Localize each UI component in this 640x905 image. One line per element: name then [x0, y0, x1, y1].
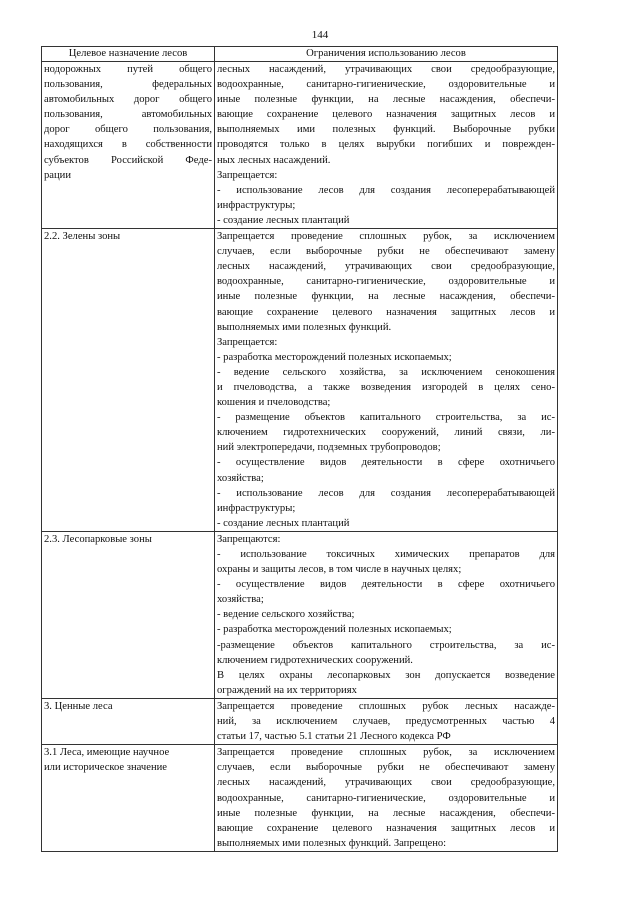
text-line: Запрещается: [217, 336, 278, 348]
text-line: водоохранные, санитарно-гигиенические, оздоровительные и [217, 79, 555, 91]
text-line: - использование лесов для создания лесоперерабатывающей [217, 184, 555, 196]
text-line: 3.1 Леса, имеющие научное [44, 747, 170, 759]
purpose-cell [42, 745, 215, 852]
text-line: выполняемых ими полезных функций. Запрещено: [217, 837, 447, 849]
text-line: находящихся в собственности [44, 139, 212, 151]
text-line: иные полезные функции, на лесные насаждения, обеспечи- [217, 807, 555, 819]
forest-restrictions-table [41, 46, 558, 852]
restrictions-cell [215, 531, 558, 698]
text-line: вающие сохранение целевого назначения защитных лесов и [217, 109, 555, 121]
text-line: ключением гидротехнических сооружений. [217, 654, 413, 666]
text-line: пользования, федеральных [44, 79, 212, 91]
text-line: ограждений на их территориях [217, 684, 357, 696]
text-line: ний, за исключением случаев, предусмотренных частью 4 [217, 716, 555, 728]
table-row [42, 229, 558, 532]
header-purpose: Целевое назначение лесов [42, 47, 215, 62]
text-line: иные полезные функции, на лесные насаждения, обеспечи- [217, 291, 555, 303]
text-line: - разработка месторождений полезных ископаемых; [217, 624, 452, 636]
text-line: - использование лесов для создания лесоперерабатывающей [217, 487, 555, 499]
text-line: лесных насаждений, утрачивающих свои средообразующие, [217, 261, 555, 273]
text-line: - ведение сельского хозяйства, за исключением сенокошения [217, 366, 555, 378]
text-line: 2.3. Лесопарковые зоны [44, 533, 152, 545]
text-line: лесных насаждений, утрачивающих свои средообразующие, [217, 64, 555, 75]
header-restrictions: Ограничения использованию лесов [215, 47, 558, 62]
table-header-row [42, 47, 558, 62]
restrictions-cell [215, 745, 558, 852]
text-line: случаев, если выборочные рубки не обеспечивают замену [217, 246, 555, 258]
table-body [42, 62, 558, 852]
text-line: вающие сохранение целевого назначения защитных лесов и [217, 306, 555, 318]
text-line: - разработка месторождений полезных ископаемых; [217, 351, 452, 363]
table-row [42, 698, 558, 744]
text-line: иные полезные функции, на лесные насаждения, обеспечи- [217, 94, 555, 106]
text-line: субъектов Российской Феде- [44, 154, 212, 166]
table-row [42, 531, 558, 698]
table-row [42, 745, 558, 852]
text-line: вающие сохранение целевого назначения защитных лесов и [217, 822, 555, 834]
text-line: проводятся только в целях вырубки погибших и поврежден- [217, 139, 555, 151]
text-line: инфраструктуры; [217, 199, 296, 211]
text-line: хозяйства; [217, 472, 264, 484]
text-line: хозяйства; [217, 594, 264, 606]
text-line: - осуществление видов деятельности в сфере охотничьего [217, 579, 555, 591]
text-line: охраны и защиты лесов, в том числе в научных целях; [217, 564, 462, 576]
text-line: статьи 17, частью 5.1 статьи 21 Лесного кодекса РФ [217, 731, 451, 743]
text-line: ний электропередачи, подземных трубопроводов; [217, 442, 441, 454]
text-line: кошения и пчеловодства; [217, 397, 331, 409]
text-line: Запрещается проведение сплошных рубок, за исключением [217, 747, 555, 759]
text-line: Запрещается проведение сплошных рубок, за исключением [217, 231, 555, 243]
text-line: водоохранные, санитарно-гигиенические, оздоровительные и [217, 276, 555, 288]
purpose-cell [42, 229, 215, 532]
text-line: выполняемых ими полезных функций. Выборочные рубки [217, 124, 555, 136]
text-line: автомобильных дорог общего [44, 94, 212, 106]
purpose-cell [42, 698, 215, 744]
text-line: Запрещается проведение сплошных рубок лесных насажде- [217, 700, 555, 712]
text-line: - размещение объектов капитального строительства, за ис- [217, 412, 555, 424]
purpose-cell [42, 62, 215, 229]
text-line: нодорожных путей общего [44, 64, 212, 75]
purpose-cell [42, 531, 215, 698]
text-line: инфраструктуры; [217, 502, 296, 514]
page-number: 144 [311, 29, 329, 41]
text-line: 2.2. Зелены зоны [44, 231, 121, 243]
text-line: -размещение объектов капитального строительства, за ис- [217, 639, 555, 651]
text-line: В целях охраны лесопарковых зон допускается возведение [217, 669, 555, 681]
text-line: выполняемых ими полезных функций. [217, 321, 392, 333]
text-line: случаев, если выборочные рубки не обеспечивают замену [217, 762, 555, 774]
text-line: пользования, автомобильных [44, 109, 212, 121]
text-line: и пчеловодства, а также возведения изгородей в целях сено- [217, 381, 555, 393]
text-line: водоохранные, санитарно-гигиенические, оздоровительные и [217, 792, 555, 804]
text-line: рации [44, 169, 72, 181]
text-line: - создание лесных плантаций [217, 517, 350, 529]
restrictions-cell [215, 229, 558, 532]
restrictions-cell [215, 698, 558, 744]
table-row [42, 62, 558, 229]
text-line: Запрещается: [217, 169, 278, 181]
text-line: - использование токсичных химических препаратов для [217, 549, 555, 560]
text-line: 3. Ценные леса [44, 700, 113, 712]
text-line: Запрещаются: [217, 533, 281, 545]
text-line: - ведение сельского хозяйства; [217, 609, 355, 621]
text-line: - осуществление видов деятельности в сфере охотничьего [217, 457, 555, 469]
text-line: ных лесных насаждений. [217, 154, 331, 166]
text-line: лесных насаждений, утрачивающих свои средообразующие, [217, 777, 555, 789]
text-line: ключением гидротехнических сооружений, линий связи, ли- [217, 427, 555, 439]
text-line: или историческое значение [44, 762, 167, 774]
text-line: дорог общего пользования, [44, 124, 212, 136]
text-line: - создание лесных плантаций [217, 214, 350, 226]
restrictions-cell [215, 62, 558, 229]
